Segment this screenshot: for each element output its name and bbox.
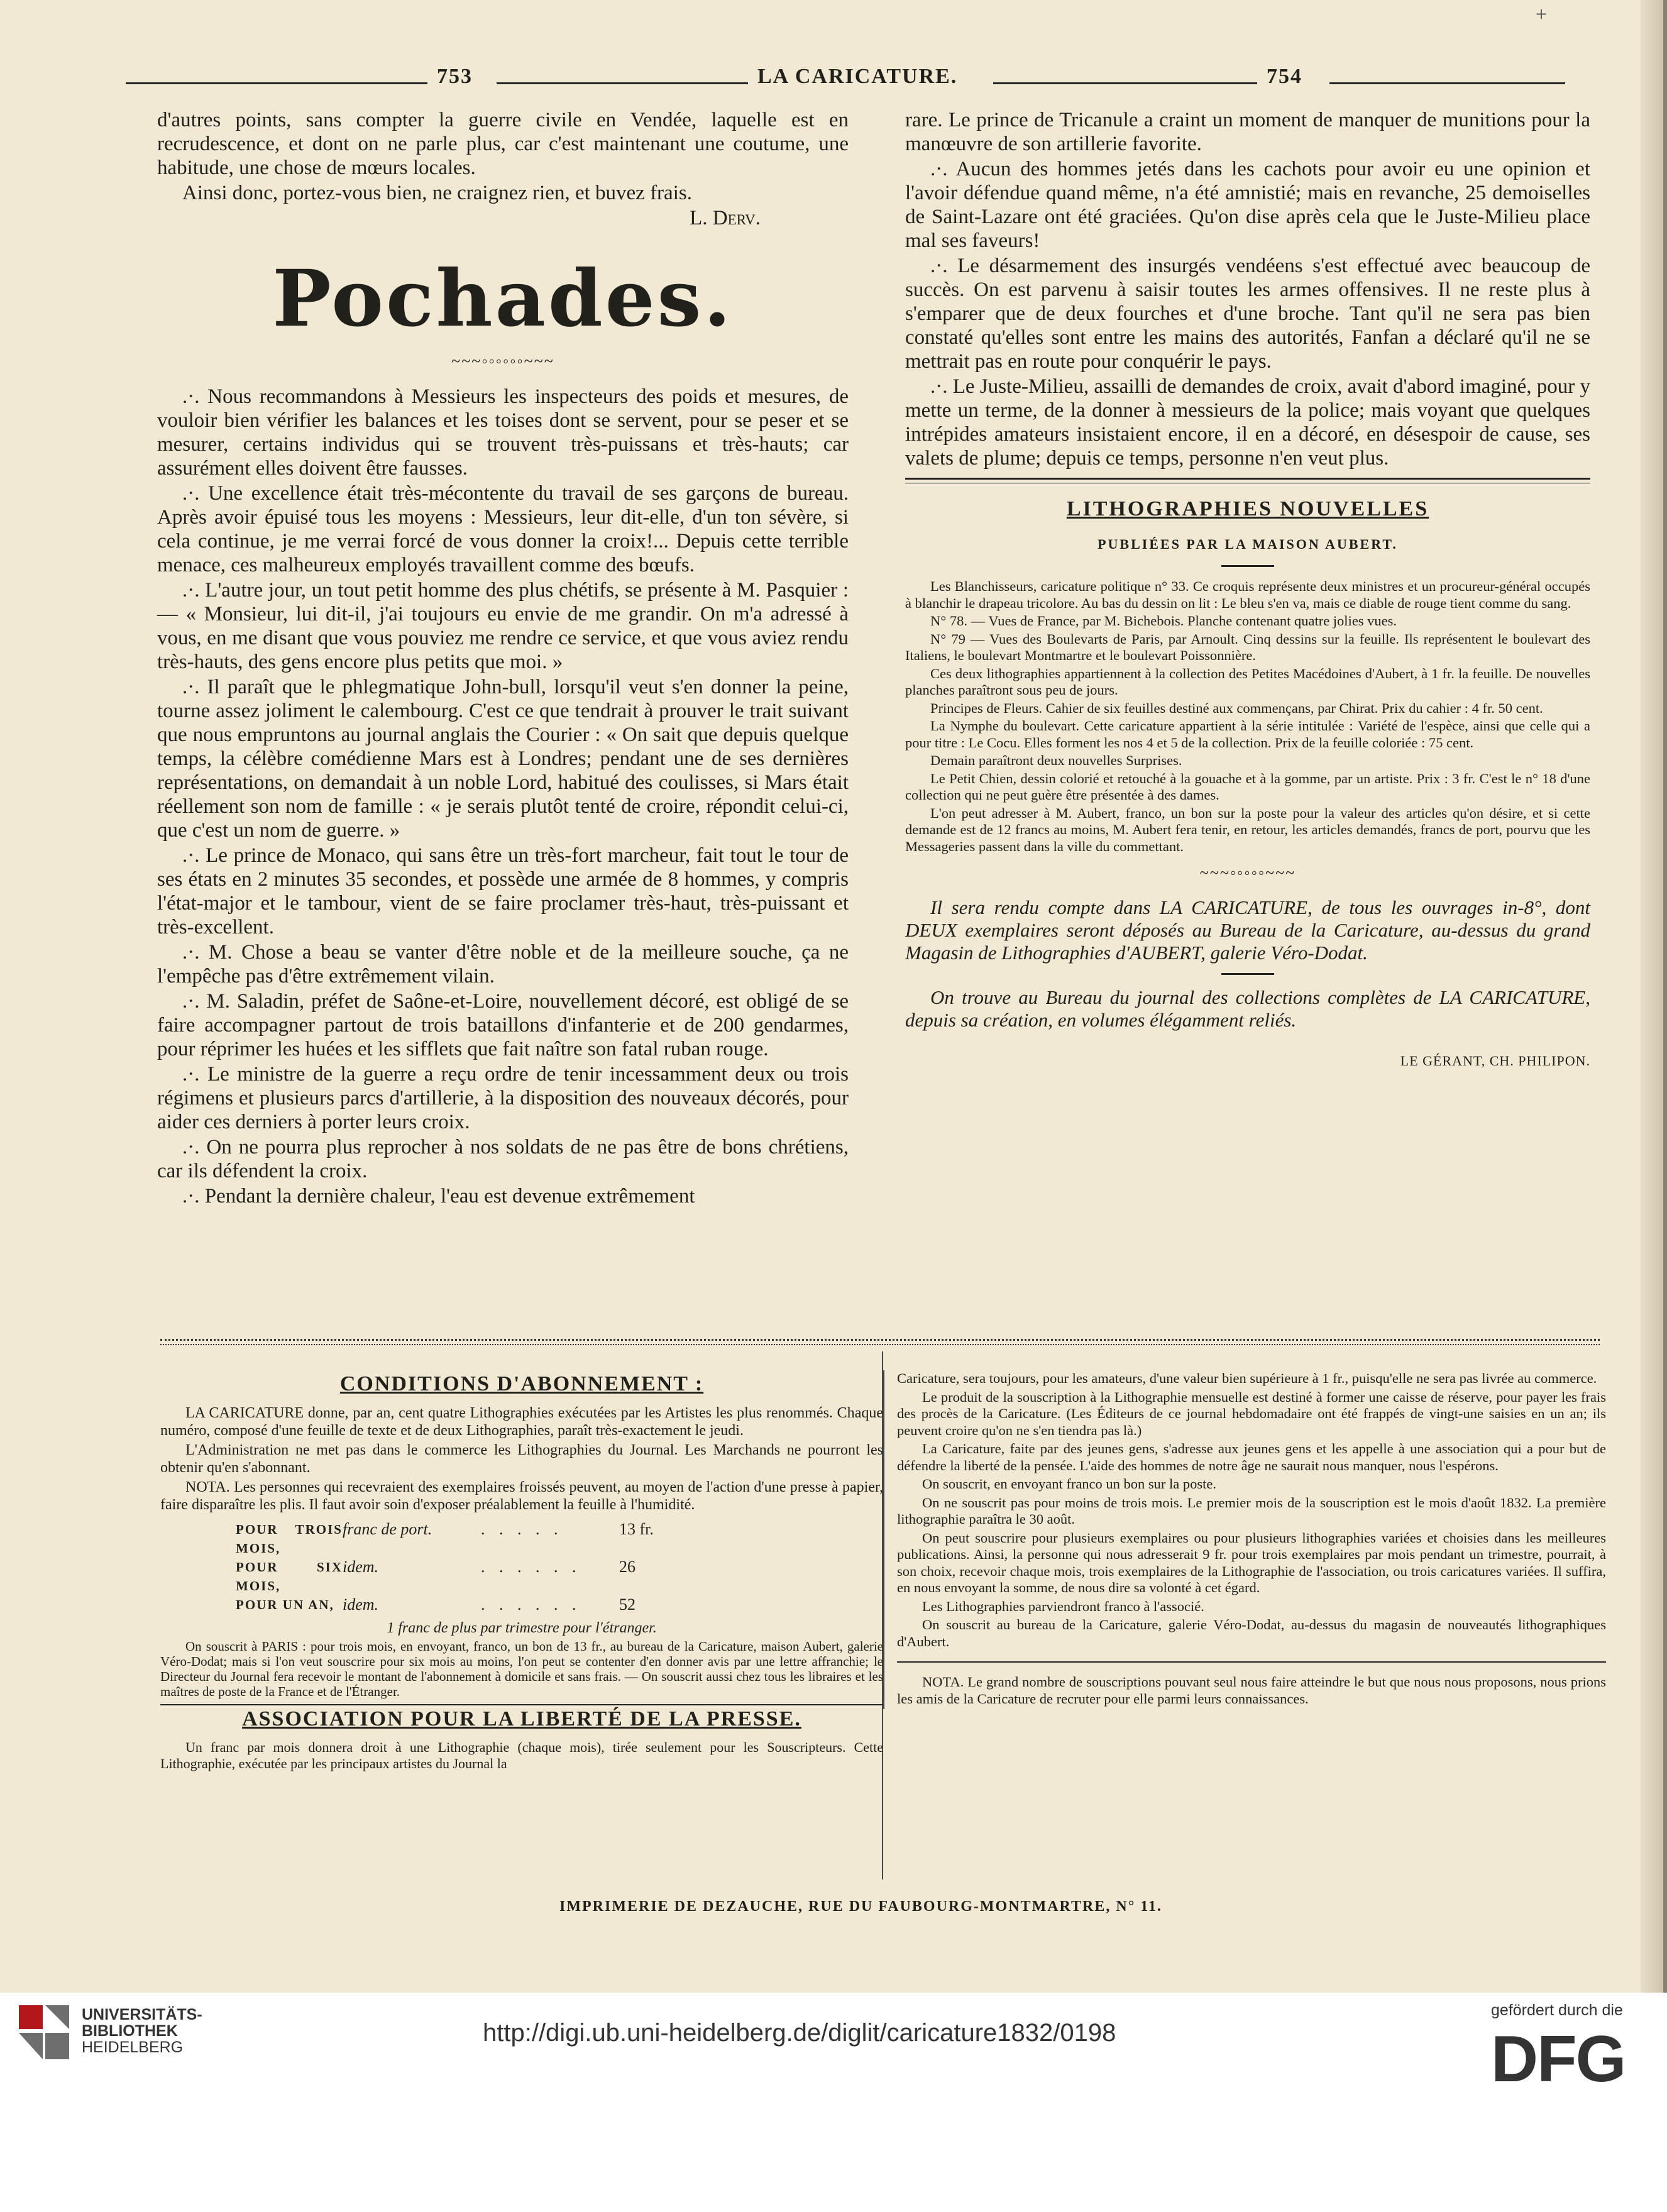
funding-caption: gefördert durch die [1491,2001,1623,2019]
conditions-paragraph: LA CARICATURE donne, par an, cent quatre Lithographies exécutées par les Artistes les plus renommés. Chaque numéro, composé d'une feuille de texte et de deux Lithographies, paraît très-exactement le jeudi. [160,1405,883,1439]
association-paragraph: On peut souscrire pour plusieurs exemplaires ou pour plusieurs lithographies variées et choisies dans les meilleures publications. Ainsi, la personne qui nous adresserait 9 fr. pour trois exemplaires par mois pendant un trimestre, pourrait, à son choix, recevoir chaque mois, trois exemplaires de la Lithographie de l'association, ou trois caricatures variées. Il suffira, en nous envoyant la somme, de nous dire sa volonté à cet égard. [897,1529,1606,1595]
dfg-logo: DFG [1491,2023,1626,2096]
page-number-right: 754 [1267,65,1302,88]
association-paragraph: Un franc par mois donnera droit à une Lithographie (chaque mois), tirée seulement pour les Souscripteurs. Cette Lithographie, exécutée par les principaux artistes du Journal la [160,1739,883,1771]
header-rule-left [126,82,427,84]
association-paragraph: Les Lithographies parviendront franco à l'associé. [922,1598,1204,1614]
litho-item: La Nymphe du boulevart. Cette caricature appartient à la série intitulée : Variété de l'espèce, ainsi que celle qui a pour titre : Le Cocu. Elles forment les nos 4 et 5 de la collection. Prix de la feuille coloriée : 75 cent. [905,718,1590,751]
rates-table [236,1520,883,1614]
rate-note: franc de port. [343,1520,432,1538]
litho-item: Le Petit Chien, dessin colorié et retouché à la gouache et à la gomme, par un artiste. Prix : 3 fr. C'est le n° 18 d'une collection qui ne peut guère être présentée à des dames. [905,770,1590,803]
association-paragraph: Le produit de la souscription à la Lithographie mensuelle est destiné à former une caisse de réserve, pour payer les frais des procès de la Caricature. (Les Éditeurs de ce journal hebdomadaire ont été frappés de vingt-une saisies en un an; ils peuvent croire qu'on ne s'en tiendra pas là.) [897,1389,1606,1438]
association-nota: NOTA. Le grand nombre de souscriptions pouvant seul nous faire atteindre le but que nous nous proposons, nous prions les amis de la Caricature de recruter pour elle parmi leurs connaissances. [897,1674,1606,1707]
journal-title: LA CARICATURE. [757,65,958,88]
rate-term: POUR SIX MOIS, [236,1560,343,1593]
pochade-paragraph: .·. Aucun des hommes jetés dans les cachots pour avoir eu une opinion et l'avoir défendue quand même, n'a été amnistié; mais en revanche, 25 demoiselles de Saint-Lazare ont été graciées. Qu'on dise après cela que le Juste-Milieu place mal ses faveurs! [905,158,1590,252]
short-rule [160,1704,883,1705]
short-rule [1221,565,1274,567]
rate-note: idem. [343,1558,379,1576]
rate-dots: . . . . . . [481,1595,581,1614]
printer-imprint: IMPRIMERIE DE DEZAUCHE, RUE DU FAUBOURG-MONTMARTRE, N° 11. [559,1898,1162,1915]
pochade-paragraph: .·. Pendant la dernière chaleur, l'eau est devenue extrêmement [182,1185,695,1208]
association-paragraph: On souscrit au bureau de la Caricature, galerie Véro-Dodat, au-dessus du magasin de nouveautés lithographiques d'Aubert. [897,1617,1606,1649]
association-paragraph: Caricature, sera toujours, pour les amateurs, d'une valeur bien supérieure à 1 fr., puisqu'elle ne sera pas livrée au commerce. [897,1370,1597,1386]
rate-price: 52 [619,1595,635,1614]
double-rule [905,478,1590,483]
author-signature: L. Derv. [690,207,761,229]
library-line: UNIVERSITÄTS- [82,2006,202,2023]
header-rule-mid2 [993,82,1257,84]
intro-paragraph: Ainsi donc, portez-vous bien, ne craignez rien, et buvez frais. [182,182,692,204]
left-column [157,108,849,1209]
intro-paragraph: d'autres points, sans compter la guerre civile en Vendée, laquelle est en recrudescence, et dont on ne parle plus, car c'est maintenant une coutume, une habitude, une chose de mœurs locales. [157,109,849,179]
rate-term: POUR UN AN, [236,1597,334,1612]
pochade-paragraph: .·. Le ministre de la guerre a reçu ordre de tenir incessamment deux ou trois régimens et plusieurs parcs d'artillerie, à la disposition des nouveaux décorés, pour aider ces derniers à porter leurs croix. [157,1063,849,1133]
right-column [905,108,1590,1073]
ornamental-band [160,1339,1600,1345]
review-notice: Il sera rendu compte dans LA CARICATURE, de tous les ouvrages in-8°, dont DEUX exemplaires seront déposés au Bureau de la Caricature, au-dessus du grand Magasin de Lithographies d'AUBERT, galerie Véro-Dodat. [905,896,1590,964]
rate-dots: . . . . . [481,1520,563,1538]
conditions-paragraph: NOTA. Les personnes qui recevraient des exemplaires froissés peuvent, au moyen de l'action d'une presse à papier, faire disparaître les plis. Il faut avoir soin d'exposer préalablement la feuille à l'humidité. [160,1479,883,1513]
pochade-paragraph: .·. L'autre jour, un tout petit homme des plus chétifs, se présente à M. Pasquier : — « Monsieur, lui dit-il, j'ai toujours eu envie de me grandir. On m'a adressé à vous, en me disant que vous pouviez me rendre ce service, et que vous aviez rendu très-hauts, des gens encore plus petits que moi. » [157,579,849,673]
ornament-divider: ~~~◦◦◦◦◦~~~ [1199,864,1296,882]
rate-row [236,1595,883,1614]
library-name [82,2006,202,2055]
rate-note: idem. [343,1595,379,1614]
litho-item: Principes de Fleurs. Cahier de six feuilles destiné aux commençans, par Chirat. Prix du cahier : 4 fr. 50 cent. [930,700,1543,716]
litho-item: Ces deux lithographies appartiennent à la collection des Petites Macédoines d'Aubert, à 1 fr. la feuille. De nouvelles planches paraîtront sous peu de jours. [905,665,1590,698]
section-title-pochades: Pochades. [272,253,734,344]
litho-item: N° 79 — Vues des Boulevarts de Paris, par Arnoult. Cinq dessins sur la feuille. Ils représentent le boulevart des Italiens, le boulevart Montmartre et le boulevart Poissonnière. [905,630,1590,663]
subscribe-paragraph: On souscrit à PARIS : pour trois mois, en envoyant, franco, un bon de 13 fr., au bureau de la Caricature, maison Aubert, galerie Véro-Dodat; mais si l'on veut souscrire pour six mois au moins, l'on peut se contenter d'en donner avis par une lettre affranchie; le Directeur du Journal fera recevoir le montant de l'abonnement à domicile et sans frais. — On souscrit aussi chez tous les libraires et les maîtres de poste de la France et de l'Étranger. [160,1639,883,1699]
pochade-paragraph: rare. Le prince de Tricanule a craint un moment de manquer de munitions pour la manœuvre de son artillerie favorite. [905,109,1590,155]
page-number-left: 753 [437,65,473,88]
header-rule-mid1 [497,82,748,84]
rate-price: 26 [619,1558,635,1576]
litho-item: Les Blanchisseurs, caricature politique n° 33. Ce croquis représente deux ministres et un procureur-général occupés à blanchir le drapeau tricolore. Au bas du dessin on lit : Le bleu s'en va, mais ce diable de rouge tient comme du sang. [905,578,1590,611]
rate-price: 13 fr. [619,1520,654,1538]
litho-item: N° 78. — Vues de France, par M. Bichebois. Planche contenant quatre jolies vues. [930,613,1397,629]
association-paragraph: On souscrit, en envoyant franco un bon sur la poste. [922,1476,1217,1492]
page-fold [1641,0,1663,1993]
association-paragraph: La Caricature, faite par des jeunes gens, s'adresse aux jeunes gens et les appelle à une association qui a pour but de défendre la liberté de la pensée. L'aide des hommes de notre âge ne saurait nous manquer, nous l'espérons. [897,1441,1606,1473]
lithographies-title: LITHOGRAPHIES NOUVELLES [1066,497,1429,520]
pochade-paragraph: .·. Une excellence était très-mécontente du travail de ses garçons de bureau. Après avoir épuisé tous les moyens : Messieurs, leur dit-elle, d'un ton sévère, si cela continue, je me verrai forcé de vous donner la croix!... Depuis cette terrible menace, ces malheureux employés travaillent comme des bœufs. [157,482,849,576]
library-line: HEIDELBERG [82,2039,184,2056]
litho-item: L'on peut adresser à M. Aubert, franco, un bon sur la poste pour la valeur des articles qu'on désire, et si cette demande est de 12 francs au moins, M. Aubert fera tenir, en retour, les articles demandés, francs de port, pourvu que les Messageries passent dans la ville du commettant. [905,805,1590,854]
rate-row [236,1520,883,1558]
conditions-title: CONDITIONS D'ABONNEMENT : [339,1372,704,1395]
university-library-logo-icon [19,2005,69,2059]
litho-item: Demain paraîtront deux nouvelles Surprises. [930,752,1182,768]
lithographies-subtitle: PUBLIÉES PAR LA MAISON AUBERT. [1098,536,1398,552]
pochade-paragraph: .·. Le Juste-Milieu, assailli de demandes de croix, avait d'abord imaginé, pour y mette un terme, de la donner à messieurs de la police; mais voyant que quelques intrépides amateurs insistaient encore, il en a décoré, en désespoir de cause, ses valets de plume; depuis ce temps, personne n'en veut plus. [905,375,1590,470]
header-rule-right [1329,82,1565,84]
pochade-paragraph: .·. Le prince de Monaco, qui sans être un très-fort marcheur, fait tout le tour de ses états en 2 minutes 35 secondes, et possède une armée de 8 hommes, y compris l'état-major et le tambour, vient de se faire proclamer très-haut, très-puissant et très-excellent. [157,844,849,938]
short-rule [1221,973,1274,975]
corner-mark: + [1535,5,1548,23]
short-rule [897,1661,1606,1663]
conditions-paragraph: L'Administration ne met pas dans le commerce les Lithographies du Journal. Les Marchands ne pourront les obtenir qu'en s'abonnant. [160,1442,883,1476]
conditions-column [160,1370,883,1774]
library-line: BIBLIOTHEK [82,2022,178,2040]
foreign-surcharge: 1 franc de plus par trimestre pour l'étranger. [387,1620,657,1636]
association-column [883,1370,1606,1709]
pochade-paragraph: .·. M. Saladin, préfet de Saône-et-Loire, nouvellement décoré, est obligé de se faire accompagner partout de trois bataillons d'infanterie et de 200 gendarmes, pour réprimer les huées et les sifflets que fait naître son fatal ruban rouge. [157,990,849,1060]
permalink-url[interactable]: http://digi.ub.uni-heidelberg.de/diglit/caricature1832/0198 [483,2019,1116,2047]
pochade-paragraph: .·. Le désarmement des insurgés vendéens s'est effectué avec beaucoup de succès. On est parvenu à saisir toutes les armes offensives. Il ne reste plus à s'emparer que de deux fourches et d'une broche. Tant qu'il ne sera pas bien constaté qu'elles sont entre les mains des autorités, Fanfan a déclaré qu'il ne se mettrait pas en route pour conquérir le pays. [905,255,1590,373]
pochade-paragraph: .·. Il paraît que le phlegmatique John-bull, lorsqu'il veut s'en donner la peine, tourne assez joliment le calembourg. C'est ce que tendrait à prouver le trait suivant que nous empruntons au journal anglais the Courier : « On sait que depuis quelque temps, la célèbre comédienne Mars est à Londres; pendant une de ses dernières représentations, on demandait à un noble Lord, habitué des coulisses, si Mars était réellement son nom de famille : « je serais plutôt tenté de croire, répondit celui-ci, que c'est un nom de guerre. » [157,676,849,842]
rate-dots: . . . . . . [481,1558,581,1576]
collections-notice: On trouve au Bureau du journal des collections complètes de LA CARICATURE, depuis sa création, en volumes élégamment reliés. [905,986,1590,1031]
rate-term: POUR TROIS MOIS, [236,1522,343,1556]
association-paragraph: On ne souscrit pas pour moins de trois mois. Le premier mois de la souscription est le mois d'août 1832. La première lithographie paraîtra le 30 août. [897,1494,1606,1527]
association-title: ASSOCIATION POUR LA LIBERTÉ DE LA PRESSE. [242,1707,801,1731]
ornament-divider: ~~~◦◦◦◦◦◦~~~ [451,352,554,370]
rate-row [236,1558,883,1595]
page-header [126,53,1565,104]
pochade-paragraph: .·. Nous recommandons à Messieurs les inspecteurs des poids et mesures, de vouloir bien vérifier les balances et les toises dont se servent, pour se peser et se mesurer, certains individus qui se trouvent très-puissans et très-hauts; car assurément elles doivent être fausses. [157,385,849,480]
gerant-signature: LE GÉRANT, CH. PHILIPON. [1400,1053,1590,1069]
pochade-paragraph: .·. M. Chose a beau se vanter d'être noble et de la meilleure souche, ça ne l'empêche pas d'être extrêmement vilain. [157,941,849,988]
pochade-paragraph: .·. On ne pourra plus reprocher à nos soldats de ne pas être de bons chrétiens, car ils défendent la croix. [157,1136,849,1182]
